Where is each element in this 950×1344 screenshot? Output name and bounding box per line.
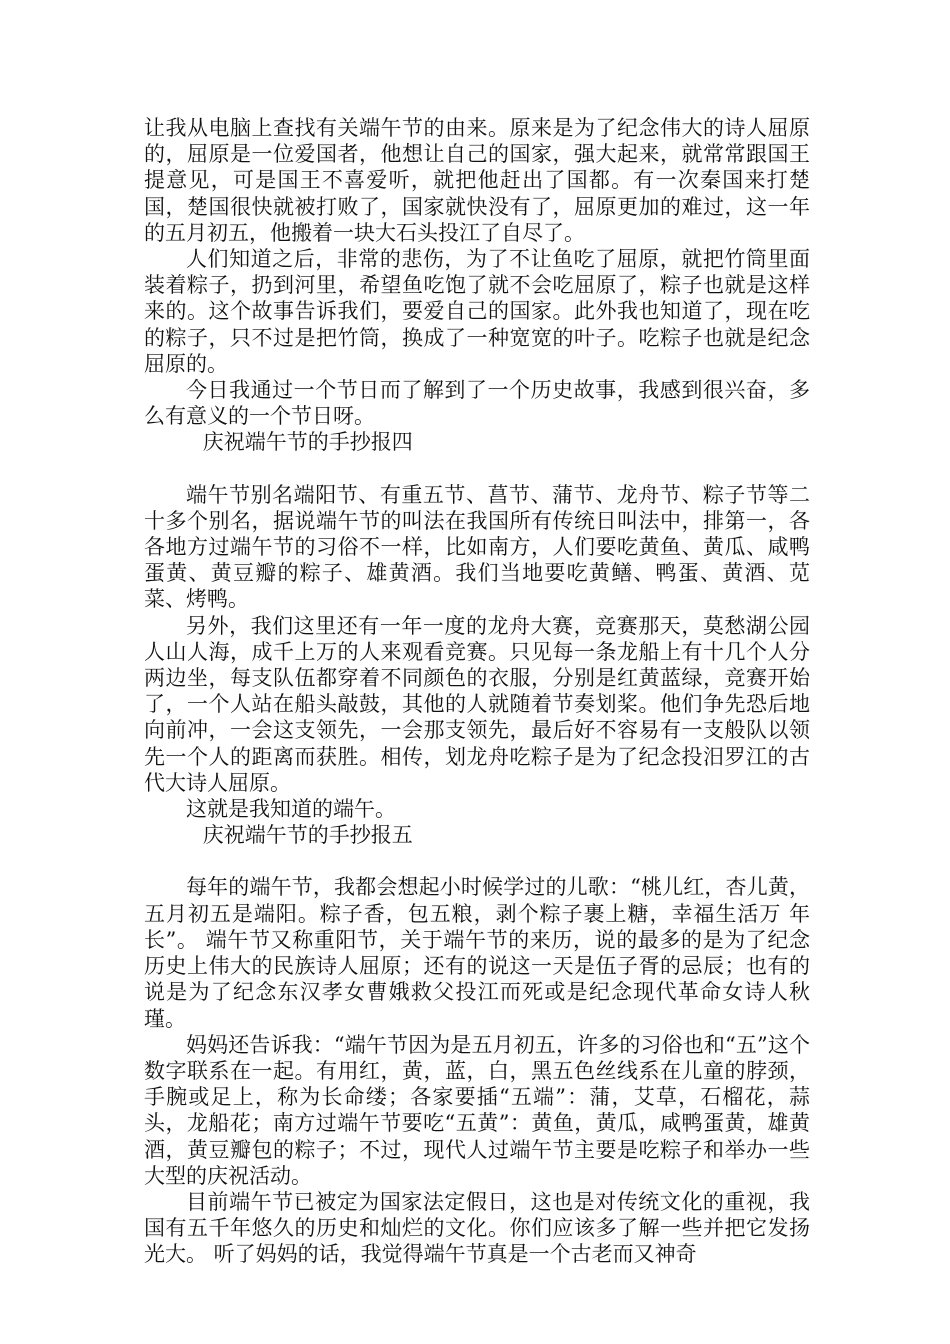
paragraph-zongzi: 人们知道之后，非常的悲伤，为了不让鱼吃了屈原，就把竹筒里面装着粽子，扔到河里，希望鱼吃饱了就不会吃屈原了，粽子也就是这样来的。这个故事告诉我们，要爱自己的国家。此外我也知道了，现在吃的粽子，只不过是把竹筒，换成了一种宽宽的叶子。吃粽子也就是纪念屈原的。 <box>144 247 810 376</box>
heading-section-five: 庆祝端午节的手抄报五 <box>202 823 413 848</box>
paragraph-aliases: 端午节别名端阳节、有重五节、菖节、蒲节、龙舟节、粽子节等二十多个别名，据说端午节的叫法在我国所有传统日叫法中，排第一，各各地方过端午节的习俗不一样，比如南方，人们要吃黄鱼、黄瓜、咸鸭蛋黄、黄豆瓣的粽子、雄黄酒。我们当地要吃黄鳝、鸭蛋、黄酒、苋菜、烤鸭。 <box>144 482 810 612</box>
paragraph-mother: 妈妈还告诉我：“端午节因为是五月初五，许多的习俗也和“五”这个数字联系在一起。有用红，黄，蓝，白，黑五色丝线系在儿童的脖颈，手腕或足上，称为长命缕；各家要插“五端”：蒲，艾草，石榴花，蒜头，龙船花；南方过端午节要吃“五黄”：黄鱼，黄瓜，咸鸭蛋黄，雄黄酒，黄豆瓣包的粽子；不过，现代人过端午节主要是吃粽子和举办一些大型的庆祝活动。 <box>144 1032 810 1188</box>
paragraph-dragon-boat: 另外，我们这里还有一年一度的龙舟大赛，竞赛那天，莫愁湖公园人山人海，成千上万的人来观看竞赛。只见每一条龙船上有十几个人分两边坐，每支队伍都穿着不同颜色的衣服，分别是红黄蓝绿，竞赛开始了，一个人站在船头敲鼓，其他的人就随着节奏划桨。他们争先恐后地向前冲，一会这支领先，一会那支领先，最后好不容易有一支般队以领先一个人的距离而获胜。相传，划龙舟吃粽子是为了纪念投汨罗江的古代大诗人屈原。 <box>144 613 810 795</box>
paragraph-origin: 让我从电脑上查找有关端午节的由来。原来是为了纪念伟大的诗人屈原的，屈原是一位爱国者，他想让自己的国家，强大起来，就常常跟国王提意见，可是国王不喜爱听，就把他赶出了国都。有一次秦国来打楚国，楚国很快就被打败了，国家就快没有了，屈原更加的难过，这一年的五月初五，他搬着一块大石头投江了自尽了。 <box>144 116 810 245</box>
document-page <box>144 115 810 1268</box>
blank-line <box>144 848 810 874</box>
paragraph-song: 每年的端午节，我都会想起小时候学过的儿歌：“桃儿红，杏儿黄，五月初五是端阳。粽子香，包五粮，剥个粽子裹上糖，幸福生活万 年长”。 端午节又称重阳节，关于端午节的来历，说的最多的是为了纪念历史上伟大的民族诗人屈原；还有的说这一天是伍子胥的忌辰；也有的说是为了纪念东汉孝女曹娥救父投江而死或是纪念现代革命女诗人秋瑾。 <box>144 875 810 1031</box>
paragraph-conclusion: 今日我通过一个节日而了解到了一个历史故事，我感到很兴奋，多么有意义的一个节日呀。 <box>144 378 810 429</box>
paragraph-closing-four: 这就是我知道的端午。 <box>186 797 396 822</box>
heading-section-four: 庆祝端午节的手抄报四 <box>202 430 413 455</box>
paragraph-holiday: 目前端午节已被定为国家法定假日，这也是对传统文化的重视，我国有五千年悠久的历史和灿烂的文化。你们应该多了解一些并把它发扬光大。 听了妈妈的话，我觉得端午节真是一个古老而又神奇 <box>144 1189 810 1267</box>
blank-line <box>144 456 810 482</box>
